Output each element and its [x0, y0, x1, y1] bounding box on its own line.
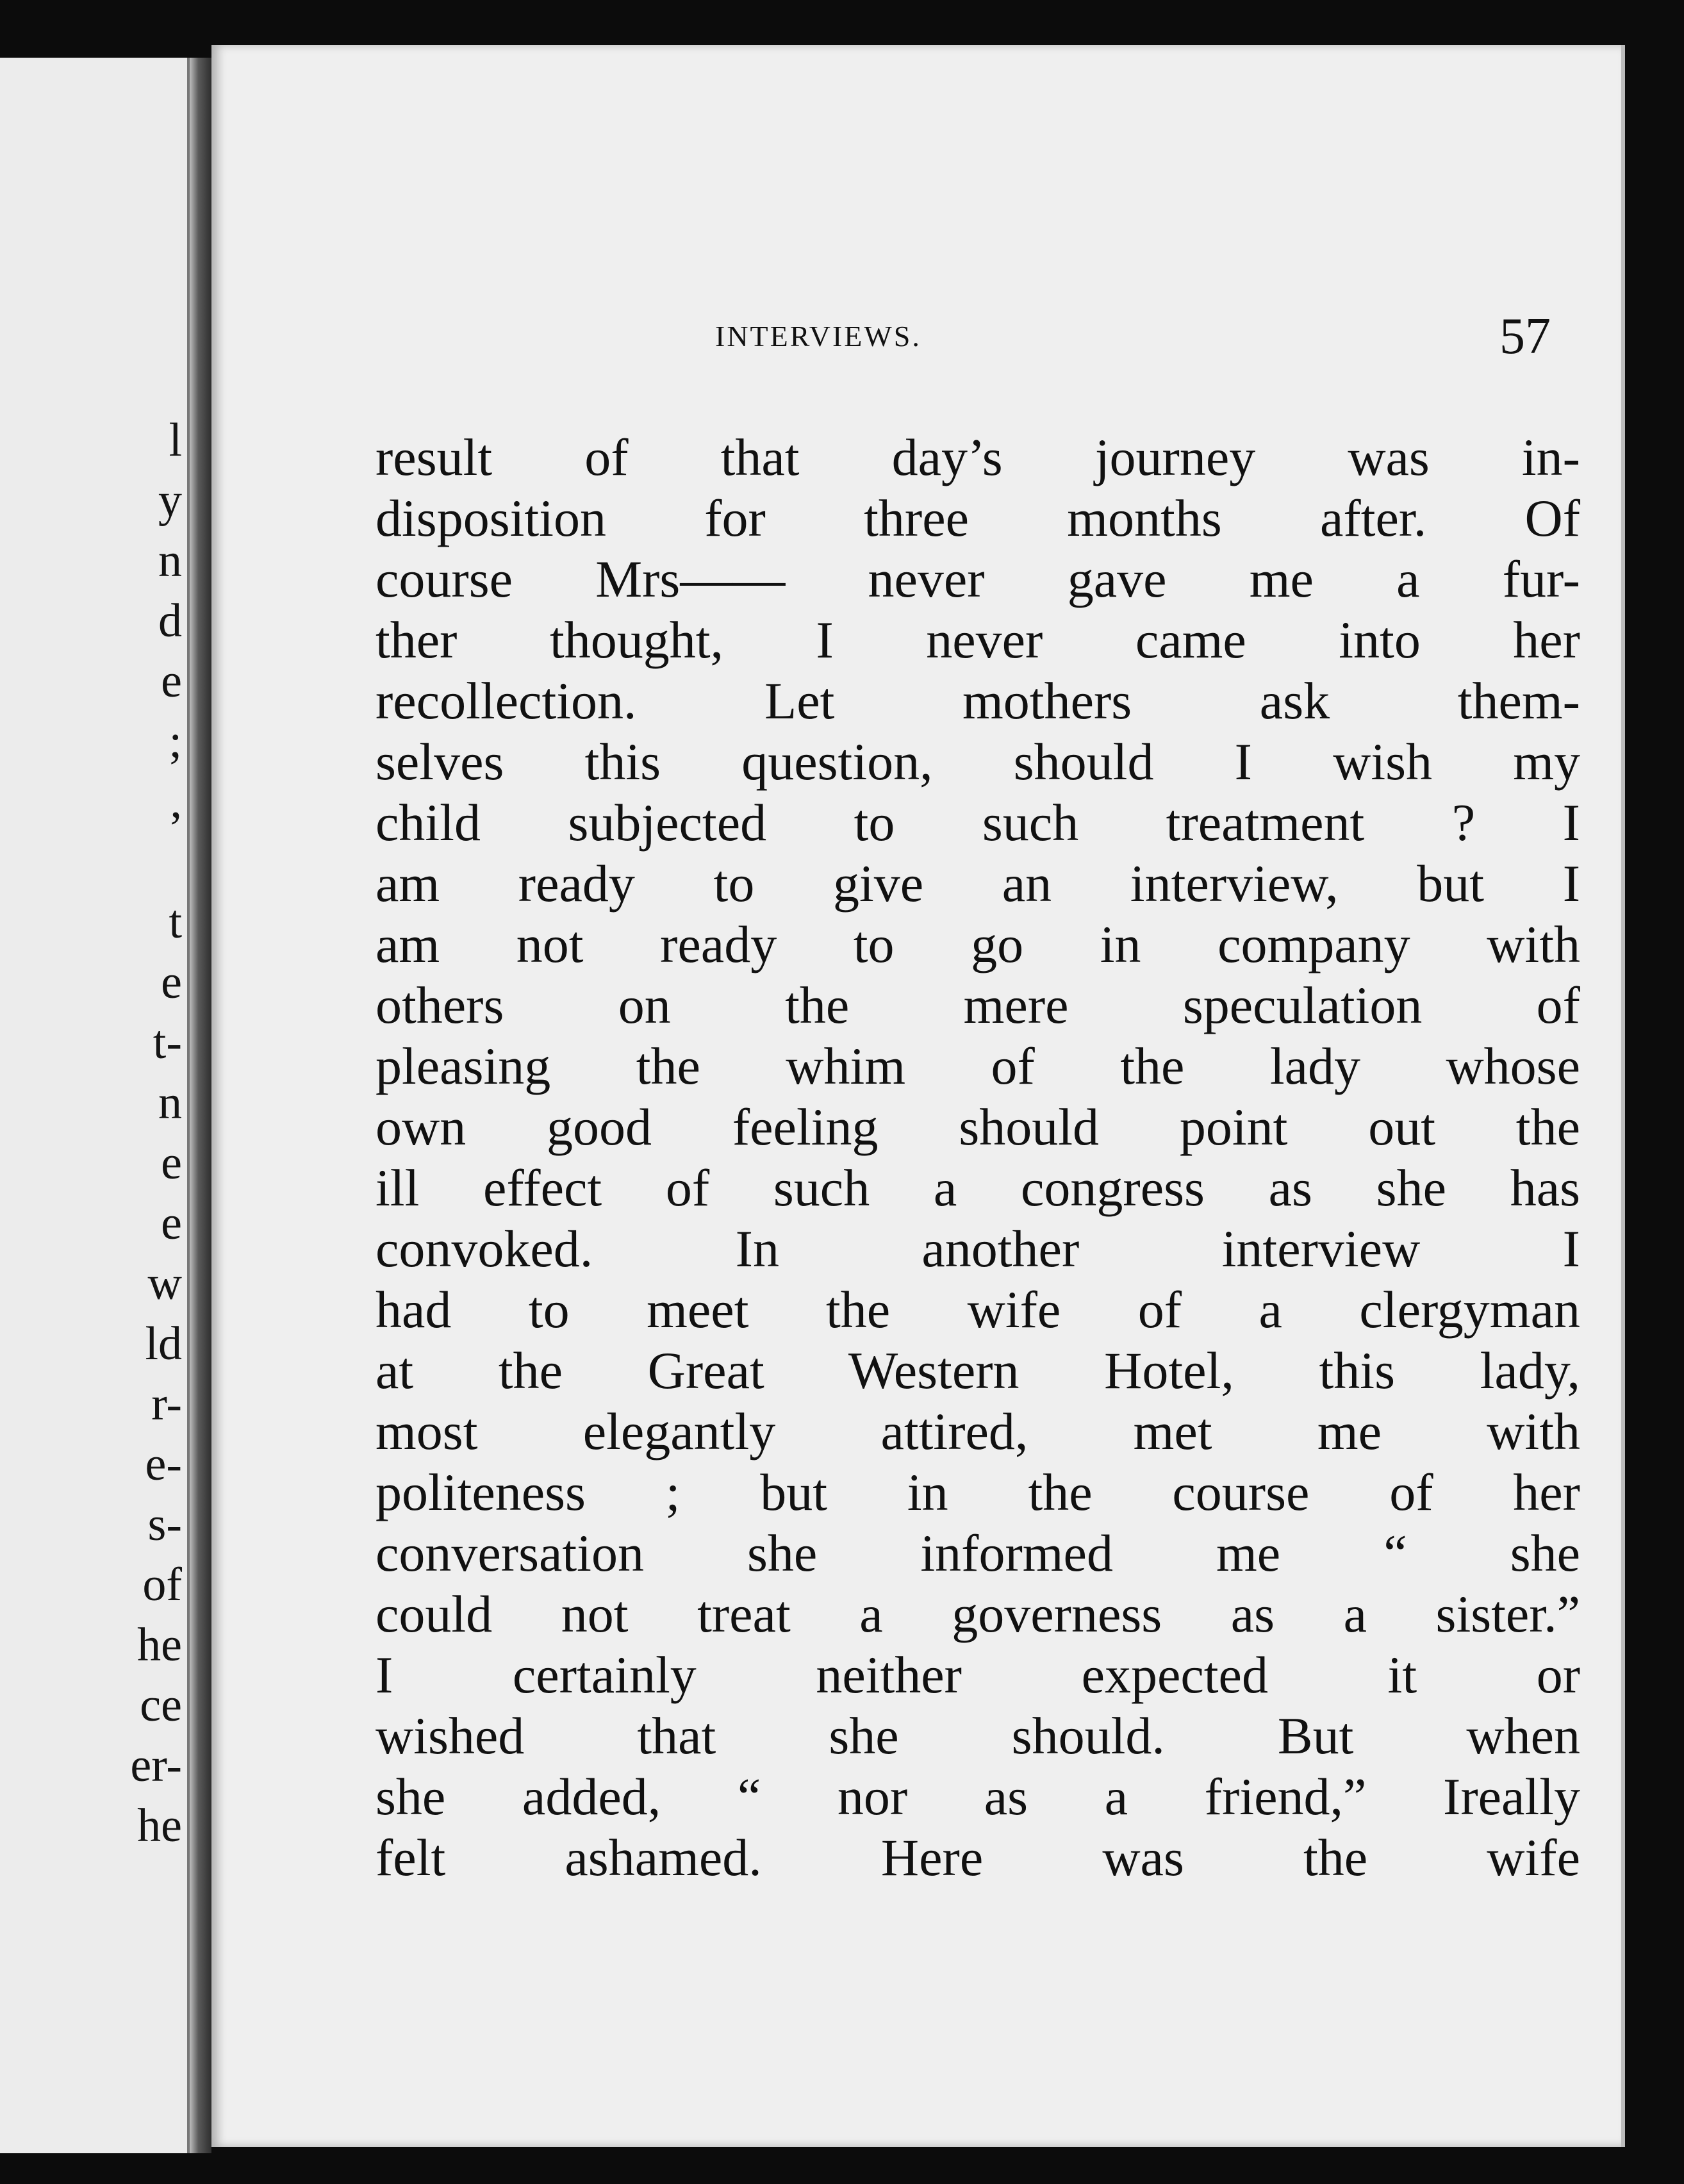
left-page-fragment: y [158, 474, 182, 527]
text-line: ill effect of such a congress as she has [376, 1159, 1580, 1217]
left-page-fragment: r- [151, 1378, 182, 1430]
left-page-edge [0, 58, 190, 2153]
text-line: am ready to give an interview, but I [376, 854, 1580, 913]
left-page-fragment: t- [153, 1016, 182, 1069]
left-page-fragment: e- [145, 1438, 182, 1491]
left-page-fragment: s- [147, 1498, 182, 1551]
left-page-fragment: ; [169, 715, 182, 768]
text-line: most elegantly attired, met me with [376, 1402, 1580, 1460]
text-line: am not ready to go in company with [376, 915, 1580, 973]
page-number: 57 [1499, 308, 1551, 365]
text-line: conversation she informed me “ she [376, 1524, 1580, 1582]
book-gutter [190, 58, 211, 2153]
left-page-fragment: ce [140, 1679, 182, 1732]
left-page-fragment: l [169, 414, 182, 467]
text-line: at the Great Western Hotel, this lady, [376, 1341, 1580, 1400]
left-page-fragment: ld [145, 1318, 182, 1370]
text-line: had to meet the wife of a clergyman [376, 1280, 1580, 1339]
left-page-fragment: he [137, 1619, 182, 1671]
left-page-fragment: n [158, 1077, 182, 1129]
text-line: politeness ; but in the course of her [376, 1463, 1580, 1521]
left-page-fragment: t [169, 896, 182, 948]
text-line: I certainly neither expected it or [376, 1646, 1580, 1704]
body-text [376, 427, 1580, 1888]
text-line: wished that she should. But when [376, 1707, 1580, 1765]
left-page-fragment: e [161, 1137, 182, 1189]
left-page-fragment: , [170, 775, 182, 828]
text-line: course Mrs—— never gave me a fur- [376, 550, 1580, 608]
right-page [211, 45, 1625, 2147]
text-line: selves this question, should I wish my [376, 732, 1580, 791]
left-page-fragment: d [158, 595, 182, 647]
text-line: she added, “ nor as a friend,” Ireally [376, 1767, 1580, 1826]
text-line: recollection. Let mothers ask them- [376, 672, 1580, 730]
text-line: result of that day’s journey was in- [376, 428, 1580, 486]
text-line: ther thought, I never came into her [376, 611, 1580, 669]
text-line: felt ashamed. Here was the wife [376, 1828, 1580, 1887]
text-line: own good feeling should point out the [376, 1098, 1580, 1156]
left-page-fragment: n [158, 534, 182, 587]
running-head: INTERVIEWS. [715, 320, 921, 352]
text-line: pleasing the whim of the lady whose [376, 1037, 1580, 1095]
left-page-fragment: of [142, 1559, 182, 1611]
left-page-fragment: er- [130, 1739, 182, 1792]
text-line: disposition for three months after. Of [376, 489, 1580, 547]
left-page-fragment: e [161, 956, 182, 1009]
left-page-fragment: e [161, 655, 182, 707]
text-line: others on the mere speculation of [376, 976, 1580, 1034]
text-line: convoked. In another interview I [376, 1220, 1580, 1278]
text-line: child subjected to such treatment ? I [376, 793, 1580, 852]
left-page-fragment: e [161, 1197, 182, 1250]
left-page-fragment: he [137, 1799, 182, 1852]
left-page-fragment: w [147, 1257, 182, 1310]
text-line: could not treat a governess as a sister.” [376, 1585, 1580, 1643]
